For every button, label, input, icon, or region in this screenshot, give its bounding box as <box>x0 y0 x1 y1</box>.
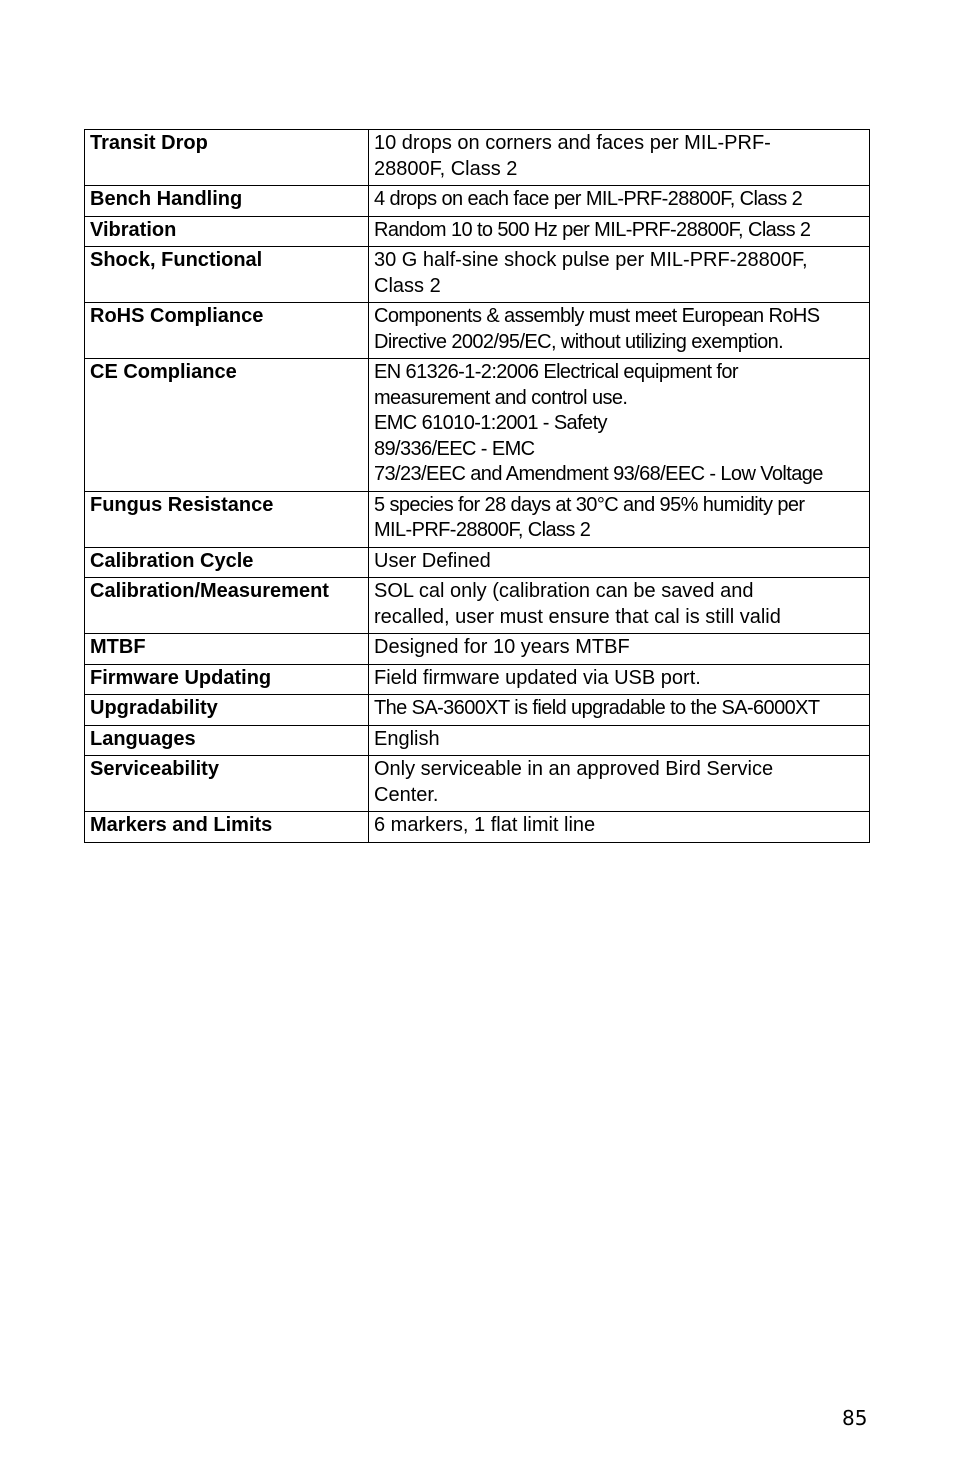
spec-label: Serviceability <box>85 756 369 812</box>
spec-value <box>369 578 870 634</box>
spec-value-line: English <box>374 727 440 750</box>
spec-value <box>369 130 870 186</box>
spec-value-line: 5 species for 28 days at 30°C and 95% humidity per <box>374 493 805 516</box>
spec-value <box>369 547 870 578</box>
table-row <box>85 547 870 578</box>
spec-label: Shock, Functional <box>85 247 369 303</box>
spec-label: CE Compliance <box>85 359 369 492</box>
spec-value-line: Center. <box>374 783 439 806</box>
spec-value-line: SOL cal only (calibration can be saved and <box>374 580 754 602</box>
table-row <box>85 634 870 665</box>
spec-value-line: Designed for 10 years MTBF <box>374 636 630 658</box>
spec-value-line: 89/336/EEC - EMC <box>374 437 535 460</box>
spec-value-line: 28800F, Class 2 <box>374 157 518 180</box>
spec-label: Transit Drop <box>85 130 369 186</box>
spec-value-line: Random 10 to 500 Hz per MIL-PRF-28800F, Class 2 <box>374 218 811 241</box>
table-row <box>85 664 870 695</box>
specifications-table <box>84 129 870 843</box>
table-row <box>85 491 870 547</box>
spec-value <box>369 664 870 695</box>
table-row <box>85 216 870 247</box>
spec-value-line: The SA-3600XT is field upgradable to the SA-6000XT <box>374 697 820 719</box>
spec-value-line: Directive 2002/95/EC, without utilizing exemption. <box>374 330 784 353</box>
spec-value-line: 6 markers, 1 flat limit line <box>374 814 596 836</box>
spec-label: Fungus Resistance <box>85 491 369 547</box>
spec-value <box>369 634 870 665</box>
spec-value-line: EN 61326-1-2:2006 Electrical equipment for <box>374 361 738 383</box>
table-row <box>85 130 870 186</box>
spec-value <box>369 491 870 547</box>
spec-value <box>369 812 870 843</box>
table-row <box>85 359 870 492</box>
spec-value <box>369 756 870 812</box>
table-row <box>85 725 870 756</box>
table-row <box>85 756 870 812</box>
spec-value <box>369 247 870 303</box>
spec-label: RoHS Compliance <box>85 303 369 359</box>
spec-value <box>369 695 870 726</box>
spec-value-line: Class 2 <box>374 274 441 297</box>
table-row <box>85 186 870 217</box>
spec-value-line: Only serviceable in an approved Bird Service <box>374 758 774 780</box>
spec-value <box>369 186 870 217</box>
spec-value <box>369 359 870 492</box>
spec-value-line: 4 drops on each face per MIL-PRF-28800F, Class 2 <box>374 188 803 210</box>
spec-value-line: Field firmware updated via USB port. <box>374 666 701 689</box>
spec-value <box>369 303 870 359</box>
spec-label: Firmware Updating <box>85 664 369 695</box>
spec-value-line: 10 drops on corners and faces per MIL-PRF- <box>374 132 771 154</box>
spec-value-line: 73/23/EEC and Amendment 93/68/EEC - Low Voltage <box>374 463 823 485</box>
spec-label: Vibration <box>85 216 369 247</box>
spec-value-line: EMC 61010-1:2001 - Safety <box>374 412 607 434</box>
spec-value <box>369 725 870 756</box>
spec-label: MTBF <box>85 634 369 665</box>
table-row <box>85 303 870 359</box>
spec-value-line: measurement and control use. <box>374 386 628 409</box>
spec-value-line: 30 G half-sine shock pulse per MIL-PRF-28800F, <box>374 249 808 271</box>
table-row <box>85 247 870 303</box>
spec-value-line: recalled, user must ensure that cal is still valid <box>374 605 781 628</box>
spec-value <box>369 216 870 247</box>
table-row <box>85 578 870 634</box>
spec-label: Calibration/Measurement <box>85 578 369 634</box>
spec-value-line: Components & assembly must meet European RoHS <box>374 305 820 327</box>
spec-label: Languages <box>85 725 369 756</box>
page-number: 85 <box>842 1406 868 1430</box>
spec-label: Bench Handling <box>85 186 369 217</box>
table-row <box>85 695 870 726</box>
spec-value-line: User Defined <box>374 549 491 572</box>
spec-label: Calibration Cycle <box>85 547 369 578</box>
spec-label: Upgradability <box>85 695 369 726</box>
table-row <box>85 812 870 843</box>
spec-label: Markers and Limits <box>85 812 369 843</box>
spec-value-line: MIL-PRF-28800F, Class 2 <box>374 519 591 541</box>
